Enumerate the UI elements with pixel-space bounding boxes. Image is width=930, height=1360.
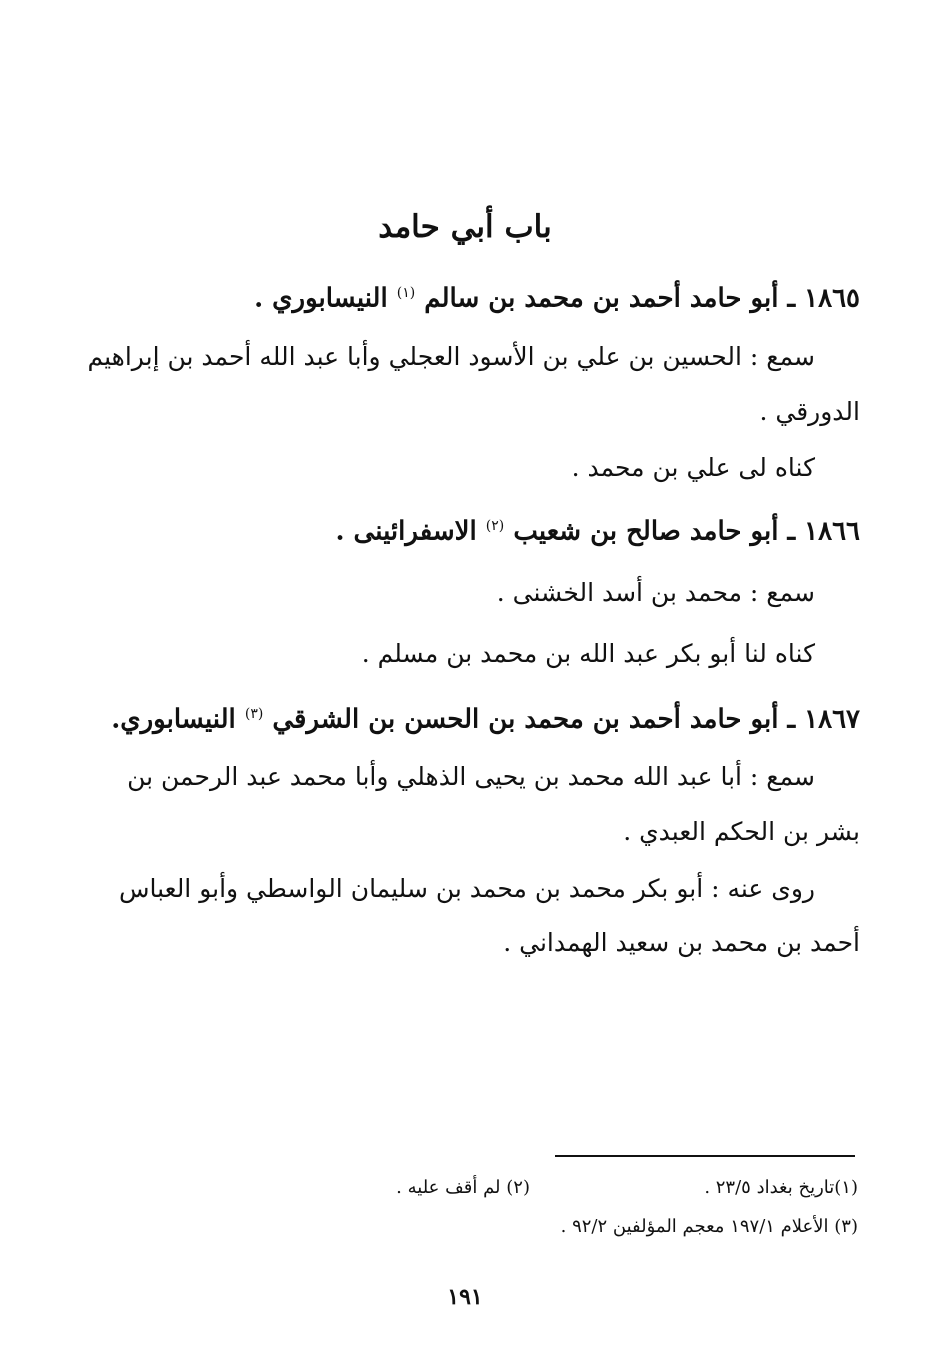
page-number: ١٩١ [447,1284,483,1310]
footnote-divider [555,1155,855,1157]
entry-heading-text: ١٨٦٧ ـ أبو حامد أحمد بن محمد بن الحسن بن الشرقي [272,704,860,735]
entry-body-line: أحمد بن محمد بن سعيد الهمداني . [503,928,860,957]
entry-heading-tail: النيسابوري. [111,704,236,735]
entry-body-line: بشر بن الحكم العبدي . [623,817,860,846]
footnote-2: (٢) لم أقف عليه . [396,1177,530,1198]
entry-body-line: سمع : محمد بن أسد الخشنى . [496,578,815,607]
entry-heading-text: ١٨٦٥ ـ أبو حامد أحمد بن محمد بن سالم [424,283,860,314]
entry-heading-1865 [110,276,860,316]
footnote-marker: (٢) [485,518,505,534]
entry-body-line: روى عنه : أبو بكر محمد بن محمد بن سليمان الواسطي وأبو العباس [118,874,815,903]
entry-heading-1867 [110,697,860,737]
footnote-3: (٣) الأعلام ١٩٧/١ معجم المؤلفين ٩٢/٢ . [560,1216,858,1237]
entry-heading-tail: النيسابوري . [254,283,388,314]
entry-heading-1866 [110,509,860,549]
footnote-marker: (١) [396,285,416,301]
entry-body-line: الدورقي . [759,397,860,426]
entry-heading-text: ١٨٦٦ ـ أبو حامد صالح بن شعيب [513,516,860,547]
entry-body-line: كناه لى علي بن محمد . [571,453,815,482]
entry-heading-tail: الاسفرائينى . [335,516,477,547]
chapter-title: باب أبي حامد [378,209,552,245]
entry-body-line: سمع : الحسين بن علي بن الأسود العجلي وأبا عبد الله أحمد بن إبراهيم [87,342,815,371]
entry-body-line: كناه لنا أبو بكر عبد الله بن محمد بن مسلم . [361,639,815,668]
footnote-marker: (٣) [244,706,264,722]
entry-body-line: سمع : أبا عبد الله محمد بن يحيى الذهلي وأبا محمد عبد الرحمن بن [127,762,815,791]
footnote-1: (١)تاريخ بغداد ٢٣/٥ . [704,1177,858,1198]
